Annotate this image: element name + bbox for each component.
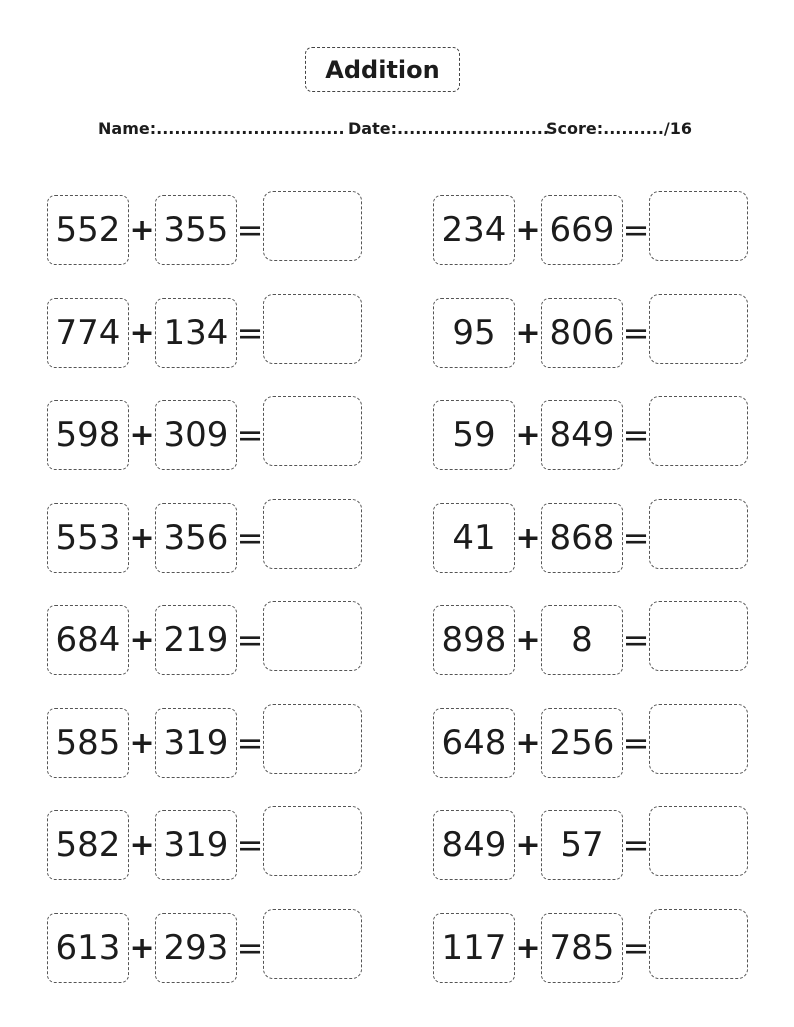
second-addend: 57 <box>541 810 623 880</box>
worksheet-title: Addition <box>305 47 460 92</box>
answer-box[interactable] <box>263 909 362 979</box>
equals-sign: = <box>622 826 650 864</box>
equals-sign: = <box>236 519 264 557</box>
plus-sign: + <box>129 622 155 658</box>
second-addend: 319 <box>155 810 237 880</box>
second-addend: 219 <box>155 605 237 675</box>
addition-problem <box>47 400 367 472</box>
addition-problem <box>433 298 753 370</box>
equals-sign: = <box>236 826 264 864</box>
first-addend: 117 <box>433 913 515 983</box>
plus-sign: + <box>515 520 541 556</box>
equals-sign: = <box>622 211 650 249</box>
answer-box[interactable] <box>263 396 362 466</box>
first-addend: 684 <box>47 605 129 675</box>
date-field[interactable]: Date:......................... <box>348 119 549 138</box>
first-addend: 898 <box>433 605 515 675</box>
answer-box[interactable] <box>263 294 362 364</box>
addition-problem <box>47 195 367 267</box>
first-addend: 59 <box>433 400 515 470</box>
equals-sign: = <box>236 929 264 967</box>
equals-sign: = <box>236 416 264 454</box>
second-addend: 849 <box>541 400 623 470</box>
score-field[interactable]: Score:........../16 <box>546 119 693 138</box>
plus-sign: + <box>515 417 541 453</box>
answer-box[interactable] <box>649 909 748 979</box>
addition-problem <box>433 503 753 575</box>
answer-box[interactable] <box>649 601 748 671</box>
answer-box[interactable] <box>649 294 748 364</box>
equals-sign: = <box>622 314 650 352</box>
answer-box[interactable] <box>649 806 748 876</box>
equals-sign: = <box>622 929 650 967</box>
name-field[interactable]: Name:............................... <box>98 119 345 138</box>
plus-sign: + <box>129 417 155 453</box>
addition-problem <box>433 810 753 882</box>
plus-sign: + <box>515 622 541 658</box>
equals-sign: = <box>622 621 650 659</box>
answer-box[interactable] <box>263 704 362 774</box>
first-addend: 41 <box>433 503 515 573</box>
second-addend: 319 <box>155 708 237 778</box>
second-addend: 355 <box>155 195 237 265</box>
first-addend: 774 <box>47 298 129 368</box>
first-addend: 648 <box>433 708 515 778</box>
plus-sign: + <box>515 212 541 248</box>
addition-problem <box>47 503 367 575</box>
plus-sign: + <box>515 827 541 863</box>
first-addend: 585 <box>47 708 129 778</box>
answer-box[interactable] <box>649 499 748 569</box>
answer-box[interactable] <box>649 396 748 466</box>
answer-box[interactable] <box>649 704 748 774</box>
second-addend: 806 <box>541 298 623 368</box>
second-addend: 356 <box>155 503 237 573</box>
equals-sign: = <box>622 519 650 557</box>
plus-sign: + <box>129 315 155 351</box>
second-addend: 868 <box>541 503 623 573</box>
second-addend: 293 <box>155 913 237 983</box>
addition-problem <box>433 605 753 677</box>
answer-box[interactable] <box>263 499 362 569</box>
first-addend: 613 <box>47 913 129 983</box>
second-addend: 8 <box>541 605 623 675</box>
second-addend: 134 <box>155 298 237 368</box>
addition-problem <box>47 810 367 882</box>
answer-box[interactable] <box>263 806 362 876</box>
equals-sign: = <box>622 416 650 454</box>
answer-box[interactable] <box>263 601 362 671</box>
plus-sign: + <box>129 930 155 966</box>
first-addend: 582 <box>47 810 129 880</box>
first-addend: 553 <box>47 503 129 573</box>
equals-sign: = <box>236 621 264 659</box>
addition-problem <box>433 708 753 780</box>
addition-problem <box>433 400 753 472</box>
plus-sign: + <box>129 212 155 248</box>
plus-sign: + <box>129 827 155 863</box>
second-addend: 256 <box>541 708 623 778</box>
addition-problem <box>47 708 367 780</box>
addition-problem <box>433 195 753 267</box>
equals-sign: = <box>236 724 264 762</box>
student-info-line <box>98 119 718 143</box>
plus-sign: + <box>515 725 541 761</box>
second-addend: 785 <box>541 913 623 983</box>
second-addend: 309 <box>155 400 237 470</box>
equals-sign: = <box>236 211 264 249</box>
first-addend: 552 <box>47 195 129 265</box>
second-addend: 669 <box>541 195 623 265</box>
equals-sign: = <box>622 724 650 762</box>
first-addend: 234 <box>433 195 515 265</box>
plus-sign: + <box>515 930 541 966</box>
first-addend: 95 <box>433 298 515 368</box>
addition-problem <box>47 913 367 985</box>
addition-problem <box>47 605 367 677</box>
equals-sign: = <box>236 314 264 352</box>
addition-problem <box>47 298 367 370</box>
first-addend: 849 <box>433 810 515 880</box>
plus-sign: + <box>129 725 155 761</box>
plus-sign: + <box>515 315 541 351</box>
addition-problem <box>433 913 753 985</box>
answer-box[interactable] <box>649 191 748 261</box>
plus-sign: + <box>129 520 155 556</box>
answer-box[interactable] <box>263 191 362 261</box>
first-addend: 598 <box>47 400 129 470</box>
